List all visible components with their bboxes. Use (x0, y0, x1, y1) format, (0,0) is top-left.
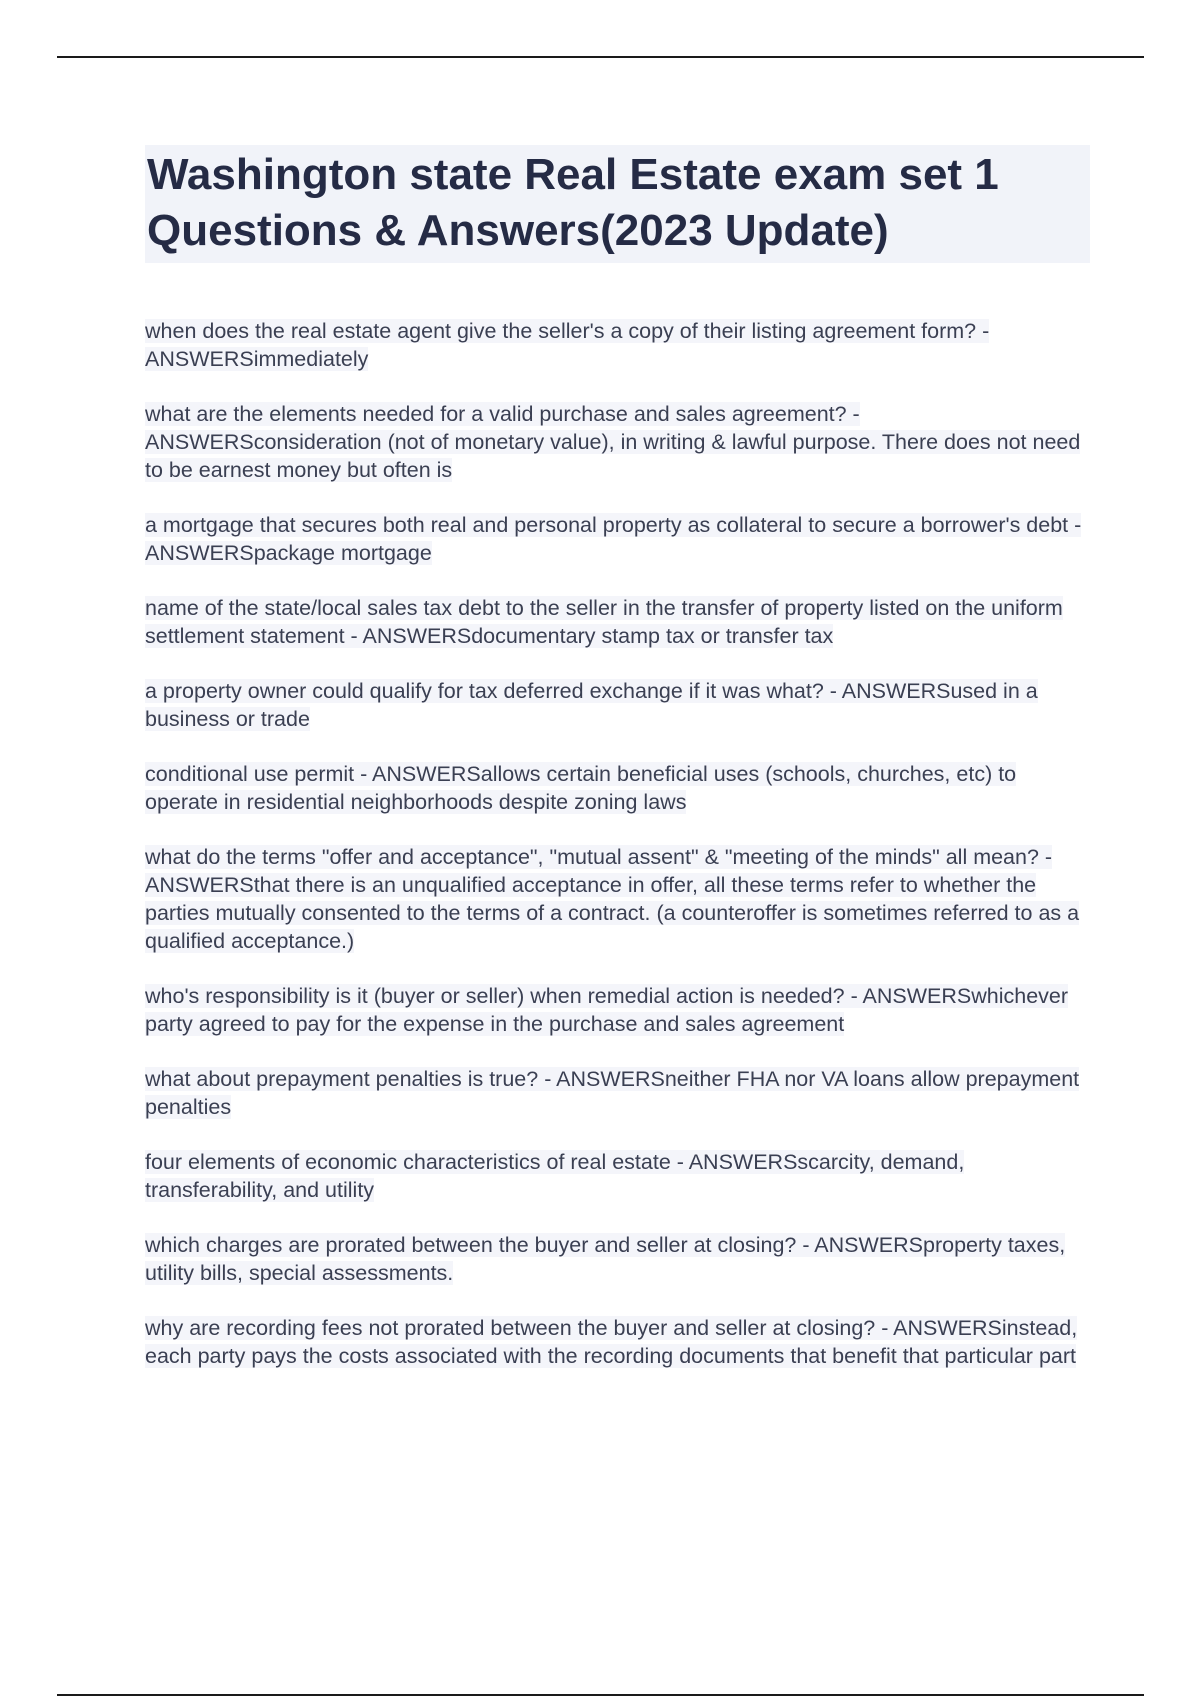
qa-text: what do the terms "offer and acceptance", "mutual assent" & "meeting of the minds" all mean? - ANSWERSthat there is an unqualified acceptance in offer, all these terms refer to whether the parties mutually consented to the terms of a contract. (a counteroffer is sometimes referred to as a qualified acceptance.) (145, 845, 1080, 953)
document-title: Washington state Real Estate exam set 1 Questions & Answers(2023 Update) (145, 145, 1090, 263)
document-body (145, 145, 1090, 1397)
qa-item (145, 511, 1090, 567)
qa-text: a mortgage that secures both real and personal property as collateral to secure a borrower's debt - ANSWERSpackage mortgage (145, 513, 1082, 565)
qa-text: who's responsibility is it (buyer or seller) when remedial action is needed? - ANSWERSwhichever party agreed to pay for the expense in the purchase and sales agreement (145, 984, 1069, 1036)
qa-text: when does the real estate agent give the seller's a copy of their listing agreement form? - ANSWERSimmediately (145, 319, 990, 371)
qa-item (145, 982, 1090, 1038)
qa-item (145, 843, 1090, 955)
qa-item (145, 1314, 1090, 1370)
qa-item (145, 400, 1090, 484)
qa-text: what about prepayment penalties is true? - ANSWERSneither FHA nor VA loans allow prepayment penalties (145, 1067, 1080, 1119)
qa-text: which charges are prorated between the buyer and seller at closing? - ANSWERSproperty taxes, utility bills, special assessments. (145, 1233, 1066, 1285)
qa-item (145, 317, 1090, 373)
qa-item (145, 677, 1090, 733)
qa-text: name of the state/local sales tax debt to the seller in the transfer of property listed on the uniform settlement statement - ANSWERSdocumentary stamp tax or transfer tax (145, 596, 1063, 648)
top-rule (57, 56, 1144, 58)
qa-text: four elements of economic characteristics of real estate - ANSWERSscarcity, demand, transferability, and utility (145, 1150, 965, 1202)
qa-item (145, 1148, 1090, 1204)
qa-list (145, 317, 1090, 1370)
qa-text: why are recording fees not prorated between the buyer and seller at closing? - ANSWERSinstead, each party pays the costs associated with the recording documents that benefit that particular part (145, 1316, 1078, 1368)
qa-text: what are the elements needed for a valid purchase and sales agreement? - ANSWERSconsideration (not of monetary value), in writing & lawful purpose. There does not need to be earnest money but often is (145, 402, 1081, 482)
qa-text: a property owner could qualify for tax deferred exchange if it was what? - ANSWERSused in a business or trade (145, 679, 1038, 731)
bottom-rule (57, 1694, 1144, 1696)
qa-text: conditional use permit - ANSWERSallows certain beneficial uses (schools, churches, etc) to operate in residential neighborhoods despite zoning laws (145, 762, 1017, 814)
qa-item (145, 760, 1090, 816)
qa-item (145, 594, 1090, 650)
qa-item (145, 1231, 1090, 1287)
qa-item (145, 1065, 1090, 1121)
